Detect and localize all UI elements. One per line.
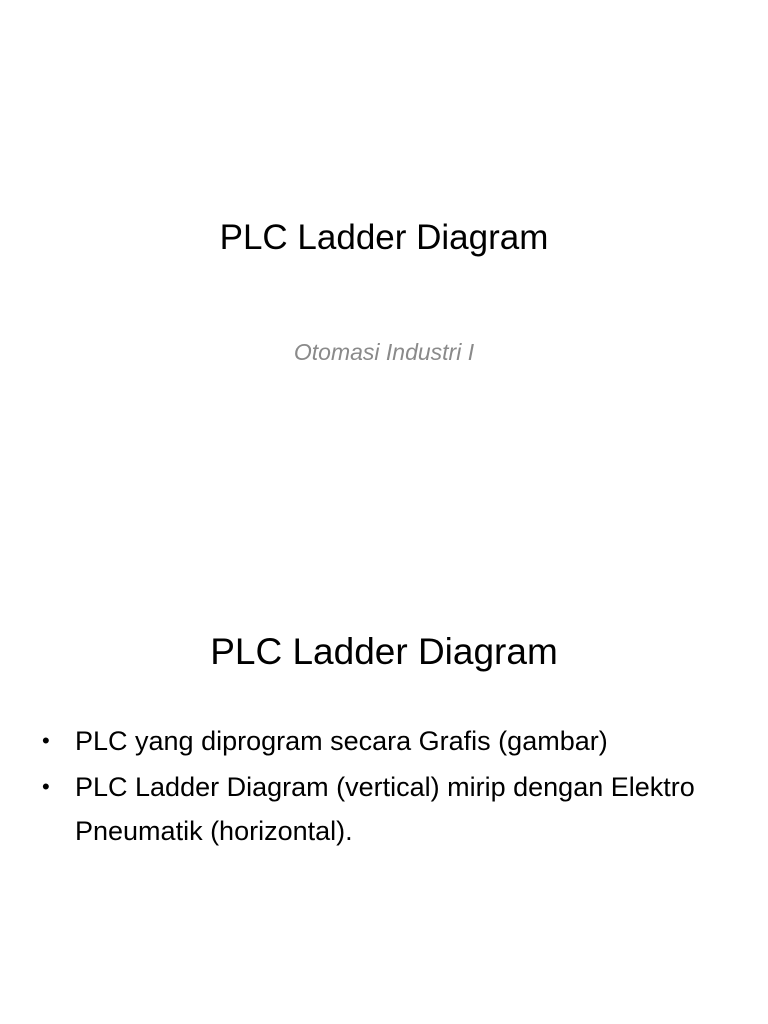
bullet-text: PLC Ladder Diagram (vertical) mirip dengan Elektro Pneumatik (horizontal). [75,772,695,846]
content-slide [0,512,768,1024]
bullet-text: PLC yang diprogram secara Grafis (gambar) [75,726,608,756]
slide-subtitle: Otomasi Industri I [293,339,475,365]
slide-title: PLC Ladder Diagram [219,218,549,257]
bullet-list [40,719,720,855]
content-slide-title: PLC Ladder Diagram [210,631,558,672]
bullet-icon: • [42,774,50,799]
bullet-item [40,765,720,853]
bullet-icon: • [42,728,50,753]
bullet-item [40,719,720,763]
